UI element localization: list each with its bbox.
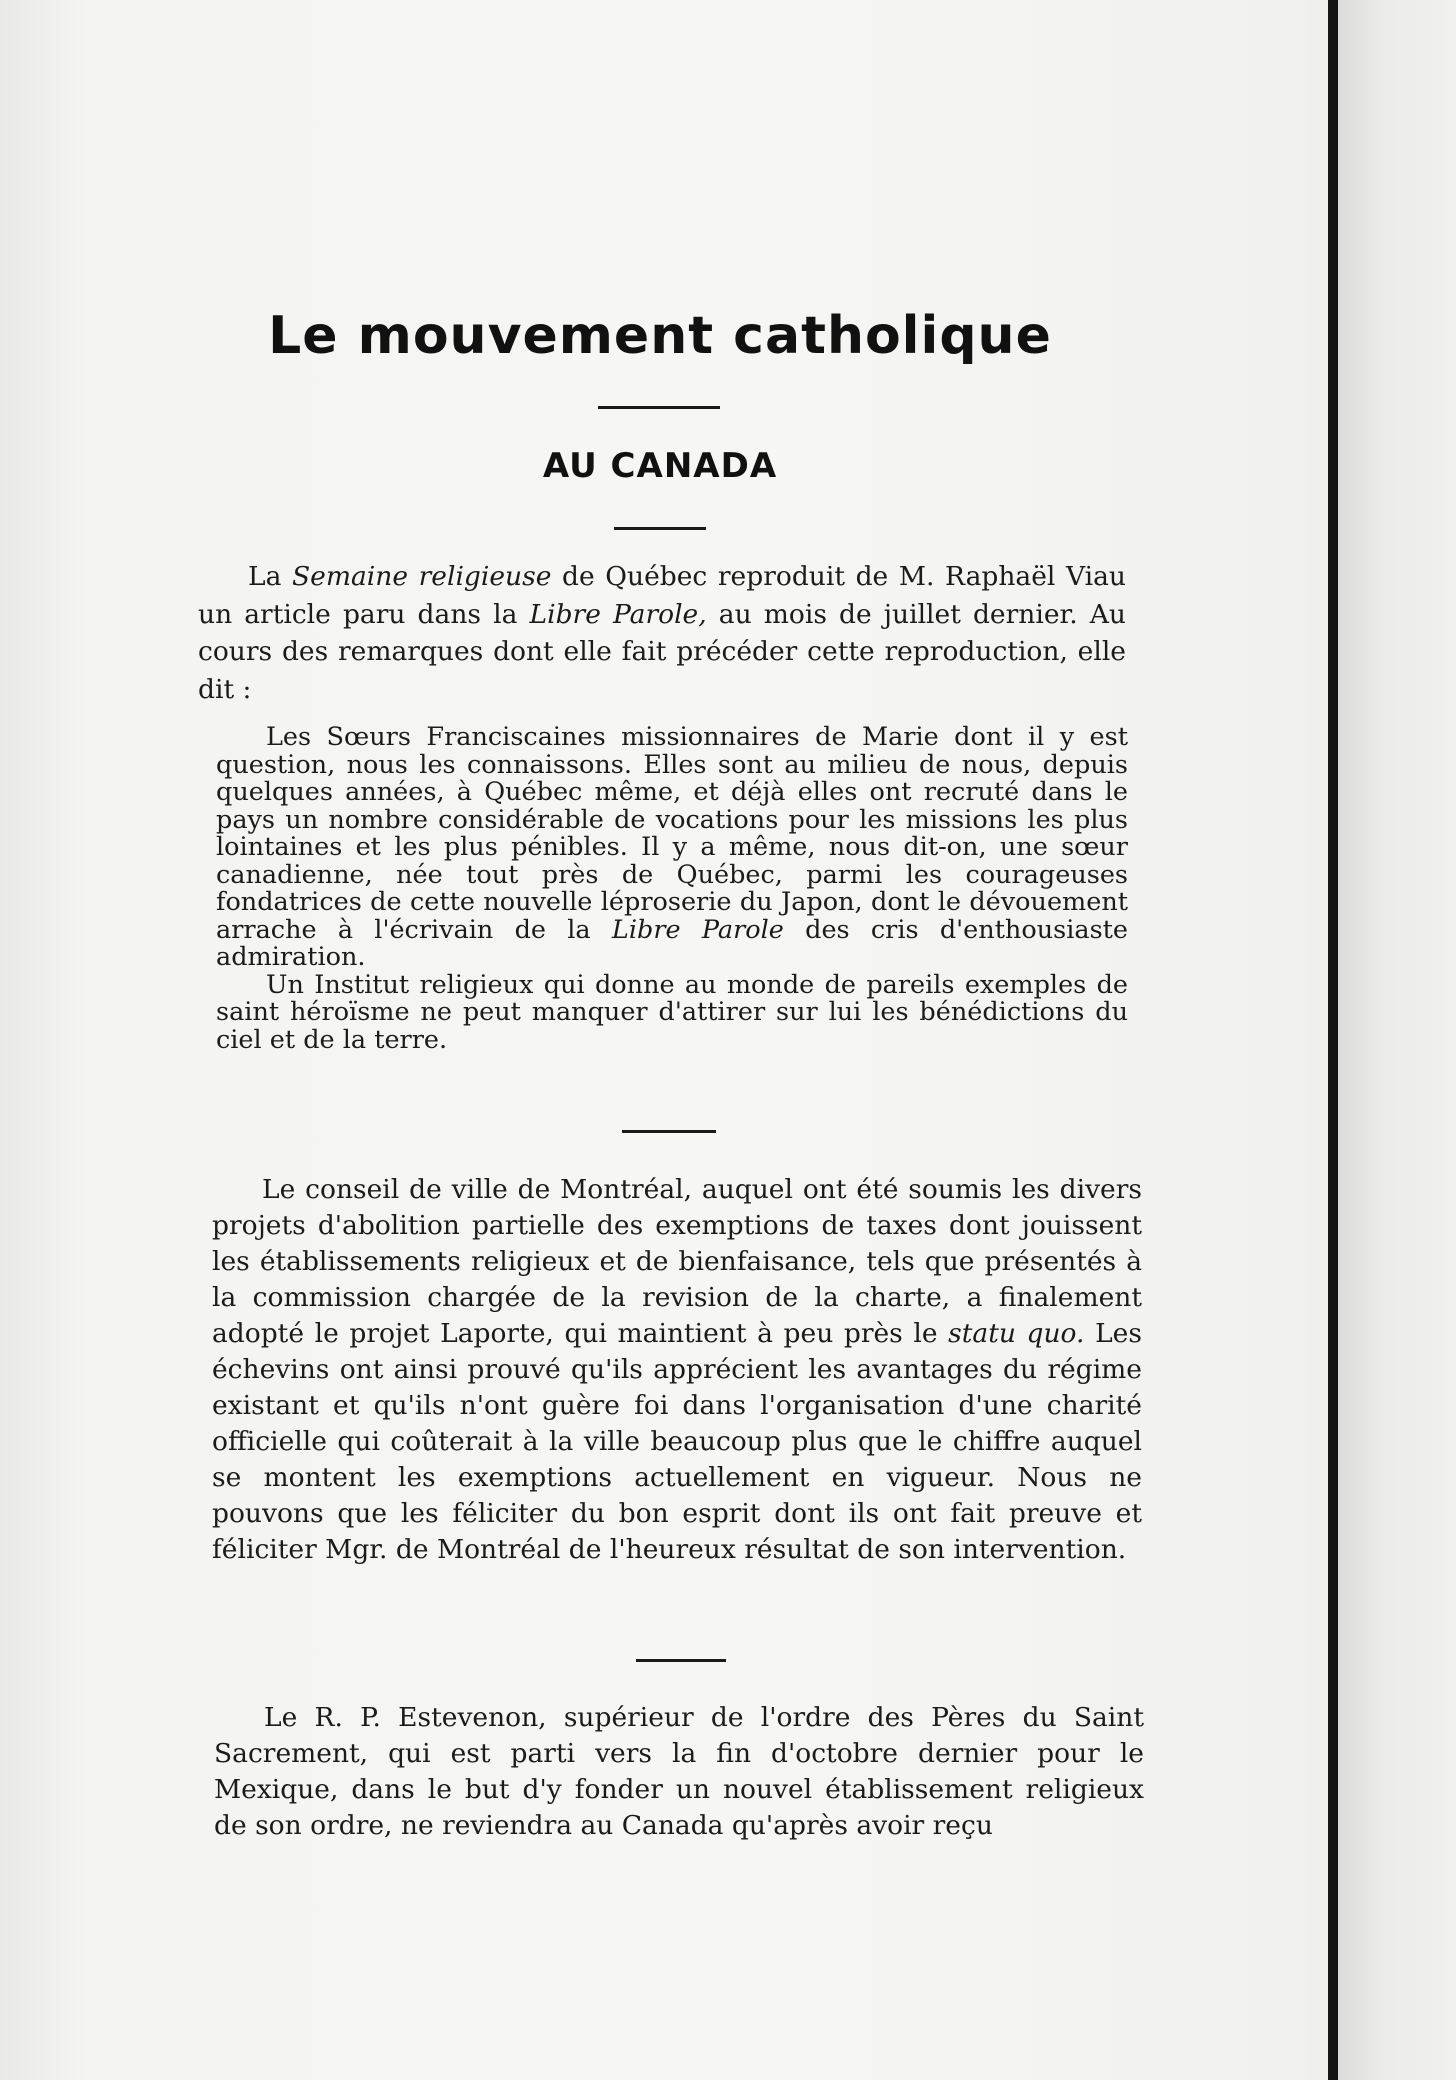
page-edge-line <box>1328 0 1338 2080</box>
title-rule <box>598 406 720 409</box>
estevenon-paragraph <box>214 1700 1144 1844</box>
separator-rule-2 <box>636 1659 726 1662</box>
estevenon-paragraph-text: Le R. P. Estevenon, supérieur de l'ordre des Pères du Saint Sacrement, qui est parti vers la fin d'octobre dernier pour le Mexique, dans le but d'y fonder un nouvel établissement religieux de son ordre, ne reviendra au Canada qu'après avoir reçu <box>214 1702 1144 1841</box>
montreal-paragraph-text <box>212 1172 1142 1568</box>
page-title: Le mouvement catholique <box>268 306 1052 366</box>
publication-title-1: Semaine religieuse <box>292 561 552 592</box>
montreal-text-2: Les échevins ont ainsi prouvé qu'ils apprécient les avantages du régime existant et qu'ils n'ont guère foi dans l'organisation d'une charité officielle qui coûterait à la ville beaucoup plus que le chiffre auquel se montent les exemptions actuellement en vigueur. Nous ne pouvons que les féliciter du bon esprit dont ils ont fait preuve et féliciter Mgr. de Montréal de l'heureux résultat de son intervention. <box>212 1318 1142 1565</box>
section-title: AU CANADA <box>542 446 778 486</box>
right-margin <box>1338 0 1456 2080</box>
quote-text-1: Les Sœurs Franciscaines missionnaires de Marie dont il y est question, nous les connaissons. Elles sont au milieu de nous, depuis quelques années, à Québec même, et déjà elles ont recruté dans le pays un nombre considérable de vocations pour les missions les plus lointaines et les plus pénibles. Il y a même, nous dit-on, une sœur canadienne, née tout près de Québec, parmi les courageuses fondatrices de cette nouvelle léproserie du Japon, dont le dévouement arrache à l'écrivain de la <box>216 722 1128 945</box>
quote-text-2: des cris d'enthousiaste admiration. <box>216 914 1129 972</box>
quote-paragraph-2: Un Institut religieux qui donne au monde de pareils exemples de saint héroïsme ne peut manquer d'attirer sur lui les bénédictions du ciel et de la terre. <box>216 969 1128 1055</box>
statu-quo-text: statu quo. <box>948 1318 1085 1349</box>
intro-paragraph-text <box>198 558 1126 708</box>
intro-paragraph <box>198 558 1126 708</box>
intro-text-3: au mois de juillet dernier. Au cours des remarques dont elle fait précéder cette reproduction, elle dit : <box>198 598 1126 705</box>
quote-paragraph-1 <box>216 724 1128 972</box>
separator-rule-1 <box>622 1130 716 1133</box>
quote-publication-title: Libre Parole <box>611 914 784 945</box>
quoted-passage <box>216 724 1128 1054</box>
publication-title-2: Libre Parole, <box>529 598 707 630</box>
montreal-text-1: Le conseil de ville de Montréal, auquel ont été soumis les divers projets d'abolition partielle des exemptions de taxes dont jouissent les établissements religieux et de bienfaisance, tels que présentés à la commission chargée de la revision de la charte, a finalement adopté le projet Laporte, qui maintient à peu près le <box>212 1174 1142 1349</box>
intro-text-2: de Québec reproduit de M. Raphaël Viau un article paru dans la <box>198 561 1126 630</box>
intro-text-1: La <box>248 561 282 592</box>
montreal-paragraph <box>212 1172 1142 1568</box>
section-rule <box>614 527 706 530</box>
